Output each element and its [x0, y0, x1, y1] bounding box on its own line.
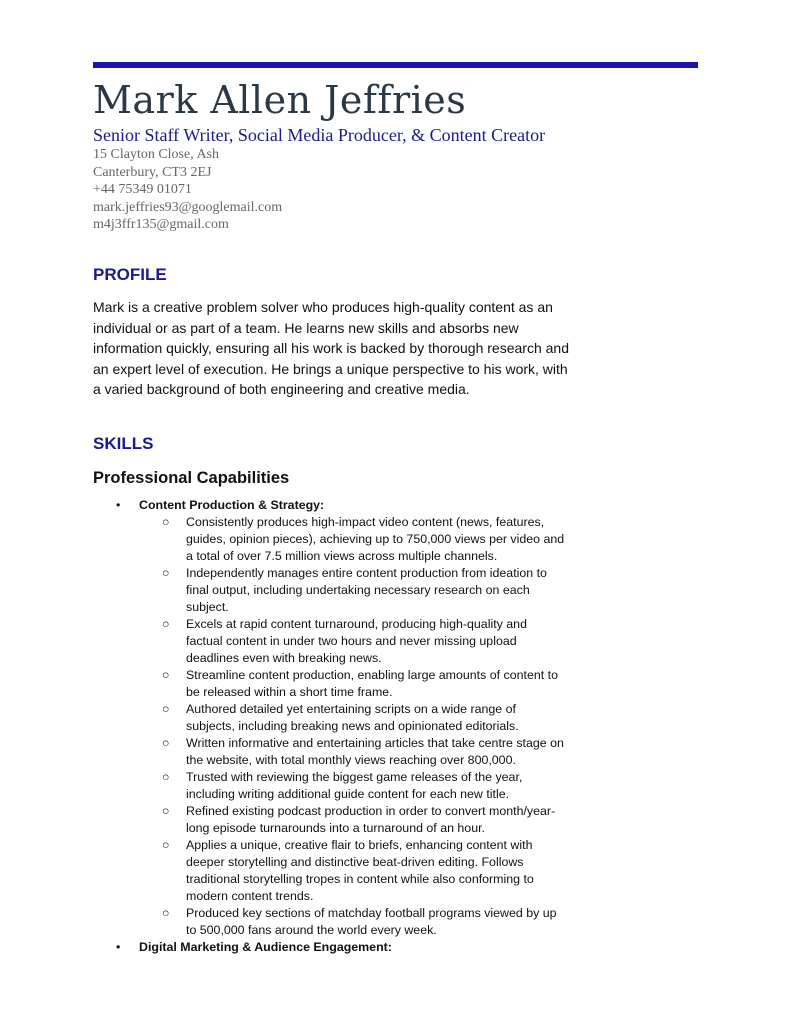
profile-text — [93, 297, 593, 400]
skill-group-label: Digital Marketing & Audience Engagement: — [139, 940, 392, 954]
skill-item — [0, 514, 584, 565]
hollow-bullet-icon: ○ — [162, 838, 170, 852]
job-titles: Senior Staff Writer, Social Media Producer, & Content Creator — [93, 125, 546, 145]
professional-capabilities-heading: Professional Capabilities — [93, 469, 290, 487]
skill-item-line: Refined existing podcast production in order to convert month/year- — [186, 804, 556, 818]
skill-item-line: long episode turnarounds into a turnaround of an hour. — [186, 821, 485, 835]
skill-item-line: deeper storytelling and distinctive beat-driven editing. Follows — [186, 855, 524, 869]
skill-item-line: modern content trends. — [186, 889, 314, 903]
hollow-bullet-icon: ○ — [162, 736, 170, 750]
profile-line: Mark is a creative problem solver who produces high-quality content as an — [93, 299, 553, 315]
skill-item-line: subject. — [186, 600, 229, 614]
skill-item-line: Written informative and entertaining articles that take centre stage on — [186, 736, 564, 750]
skill-item-line: Authored detailed yet entertaining scripts on a wide range of — [186, 702, 516, 716]
skill-item-line: Streamline content production, enabling large amounts of content to — [186, 668, 558, 682]
skill-item-line: factual content in under two hours and never missing upload — [186, 634, 517, 648]
skill-item — [0, 616, 584, 667]
skill-item — [0, 803, 584, 837]
skill-item-line: guides, opinion pieces), achieving up to 750,000 views per video and — [186, 532, 565, 546]
hollow-bullet-icon: ○ — [162, 804, 170, 818]
skill-item — [0, 667, 584, 701]
skill-item-line: Consistently produces high-impact video content (news, features, — [186, 515, 545, 529]
address-line-1: 15 Clayton Close, Ash — [93, 147, 220, 162]
skill-item-line: a total of over 7.5 million views across multiple channels. — [186, 549, 498, 563]
candidate-name: Mark Allen Jeffries — [93, 78, 467, 122]
hollow-bullet-icon: ○ — [162, 702, 170, 716]
skill-item-line: Trusted with reviewing the biggest game releases of the year, — [186, 770, 523, 784]
profile-line: an expert level of execution. He brings a unique perspective to his work, with — [93, 360, 568, 377]
profile-heading: PROFILE — [93, 265, 167, 284]
skill-group-label: Content Production & Strategy: — [139, 498, 325, 512]
skill-item-line: Produced key sections of matchday football programs viewed by up — [186, 906, 557, 920]
skill-item — [0, 701, 584, 735]
profile-line: individual or as part of a team. He learns new skills and absorbs new — [93, 319, 519, 336]
bullet-icon: • — [116, 940, 121, 954]
skill-item-line: Independently manages entire content production from ideation to — [186, 566, 547, 580]
skill-item — [0, 565, 584, 616]
skill-item-line: including writing additional guide content for each new title. — [186, 787, 510, 801]
skill-item-line: be released within a short time frame. — [186, 685, 393, 699]
hollow-bullet-icon: ○ — [162, 906, 170, 920]
address-line-2: Canterbury, CT3 2EJ — [93, 164, 212, 180]
skill-group-title — [0, 939, 791, 956]
hollow-bullet-icon: ○ — [162, 668, 170, 682]
skill-item — [0, 735, 584, 769]
hollow-bullet-icon: ○ — [162, 566, 170, 580]
skill-sub-list — [0, 514, 791, 939]
skill-item — [0, 905, 584, 939]
skill-item — [0, 837, 584, 905]
skill-item-line: Excels at rapid content turnaround, producing high-quality and — [186, 617, 527, 631]
email-secondary[interactable]: m4j3ffr135@gmail.com — [93, 217, 229, 232]
skill-item-line: to 500,000 fans around the world every week. — [186, 923, 437, 937]
skill-item-line: Applies a unique, creative flair to briefs, enhancing content with — [186, 838, 533, 852]
skill-item-line: the website, with total monthly views reaching over 800,000. — [186, 753, 516, 767]
skill-group-title — [0, 497, 791, 514]
header-accent-bar — [93, 62, 698, 68]
hollow-bullet-icon: ○ — [162, 770, 170, 784]
skills-list — [0, 497, 791, 956]
skill-item-line: deadlines even with breaking news. — [186, 651, 382, 665]
bullet-icon: • — [116, 498, 121, 512]
hollow-bullet-icon: ○ — [162, 515, 170, 529]
skills-heading: SKILLS — [93, 434, 154, 453]
phone-number: +44 75349 01071 — [93, 182, 192, 197]
skill-item — [0, 769, 584, 803]
contact-block — [93, 146, 282, 234]
email-primary[interactable]: mark.jeffries93@googlemail.com — [93, 199, 283, 215]
profile-line: information quickly, ensuring all his work is backed by thorough research and — [93, 340, 569, 357]
hollow-bullet-icon: ○ — [162, 617, 170, 631]
skill-item-line: final output, including undertaking necessary research on each — [186, 583, 530, 597]
skill-item-line: subjects, including breaking news and opinionated editorials. — [186, 719, 519, 733]
profile-line: a varied background of both engineering and creative media. — [93, 381, 470, 398]
skill-item-line: traditional storytelling tropes in content while also conforming to — [186, 872, 534, 886]
